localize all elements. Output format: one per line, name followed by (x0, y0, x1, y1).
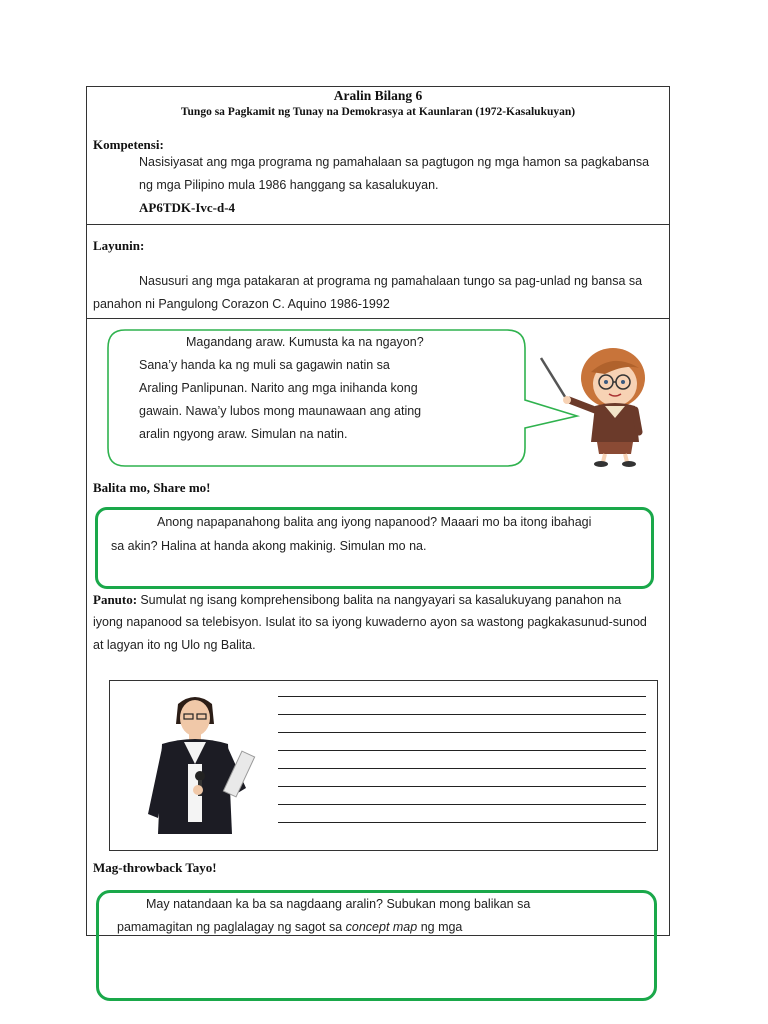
balita-heading: Balita mo, Share mo! (93, 480, 211, 495)
panuto-label: Panuto: (93, 592, 138, 607)
throwback-line-2 (117, 920, 462, 934)
answer-line[interactable] (278, 696, 646, 697)
answer-line[interactable] (278, 786, 646, 787)
panuto-line-1 (93, 592, 621, 608)
layunin-heading: Layunin: (93, 238, 145, 253)
speech-bubble (105, 328, 585, 472)
balita-line-2: sa akin? Halina at handa akong makinig. Simulan mo na. (111, 539, 427, 553)
answer-line[interactable] (278, 768, 646, 769)
competency-code: AP6TDK-Ivc-d-4 (139, 200, 236, 215)
throwback-heading: Mag-throwback Tayo! (93, 860, 217, 875)
answer-line[interactable] (278, 732, 646, 733)
kompetensi-line-2: ng mga Pilipino mula 1986 hanggang sa kasalukuyan. (139, 178, 439, 192)
news-reporter-image (140, 694, 260, 840)
bubble-line-2: Sana’y handa ka ng muli sa gagawin natin sa (139, 358, 390, 372)
bubble-line-3: Araling Panlipunan. Narito ang mga inihanda kong (139, 381, 418, 395)
lesson-title: Aralin Bilang 6 (333, 88, 423, 103)
throwback-line-1: May natandaan ka ba sa nagdaang aralin? Subukan mong balikan sa (146, 897, 531, 911)
layunin-line-2: panahon ni Pangulong Corazon C. Aquino 1986-1992 (93, 297, 390, 311)
lesson-subtitle: Tungo sa Pagkamit ng Tunay na Demokrasya at Kaunlaran (1972-Kasalukuyan) (180, 106, 576, 118)
teacher-cartoon-image (535, 338, 665, 468)
bubble-line-4: gawain. Nawa’y lubos mong maunawaan ang ating (139, 404, 422, 418)
answer-line[interactable] (278, 804, 646, 805)
kompetensi-heading: Kompetensi: (93, 137, 164, 152)
answer-line[interactable] (278, 822, 646, 823)
throwback-line-2-start: pamamagitan ng paglalagay ng sagot sa (117, 920, 346, 934)
panuto-line-3: at lagyan ito ng Ulo ng Balita. (93, 638, 256, 652)
answer-line[interactable] (278, 714, 646, 715)
panuto-line-1-text: Sumulat ng isang komprehensibong balita na nangyayari sa kasalukuyang panahon na (140, 593, 622, 607)
layunin-line-1: Nasusuri ang mga patakaran at programa ng pamahalaan tungo sa pag-unlad ng bansa sa (139, 274, 643, 288)
answer-line[interactable] (278, 750, 646, 751)
bubble-line-1: Magandang araw. Kumusta ka na ngayon? (186, 335, 424, 349)
throwback-line-2-end: ng mga (417, 920, 463, 934)
kompetensi-line-1: Nasisiyasat ang mga programa ng pamahalaan sa pagtugon ng mga hamon sa pagkabansa (139, 155, 650, 169)
balita-line-1: Anong napapanahong balita ang iyong napanood? Maaari mo ba itong ibahagi (157, 515, 592, 529)
bubble-line-5: aralin ngyong araw. Simulan na natin. (139, 427, 348, 441)
concept-map-term: concept map (345, 920, 418, 934)
section-divider (86, 224, 670, 225)
panuto-line-2: iyong napanood sa telebisyon. Isulat ito sa iyong kuwaderno ayon sa wastong pagkakasunud-sunod (93, 615, 647, 629)
section-divider (86, 318, 670, 319)
